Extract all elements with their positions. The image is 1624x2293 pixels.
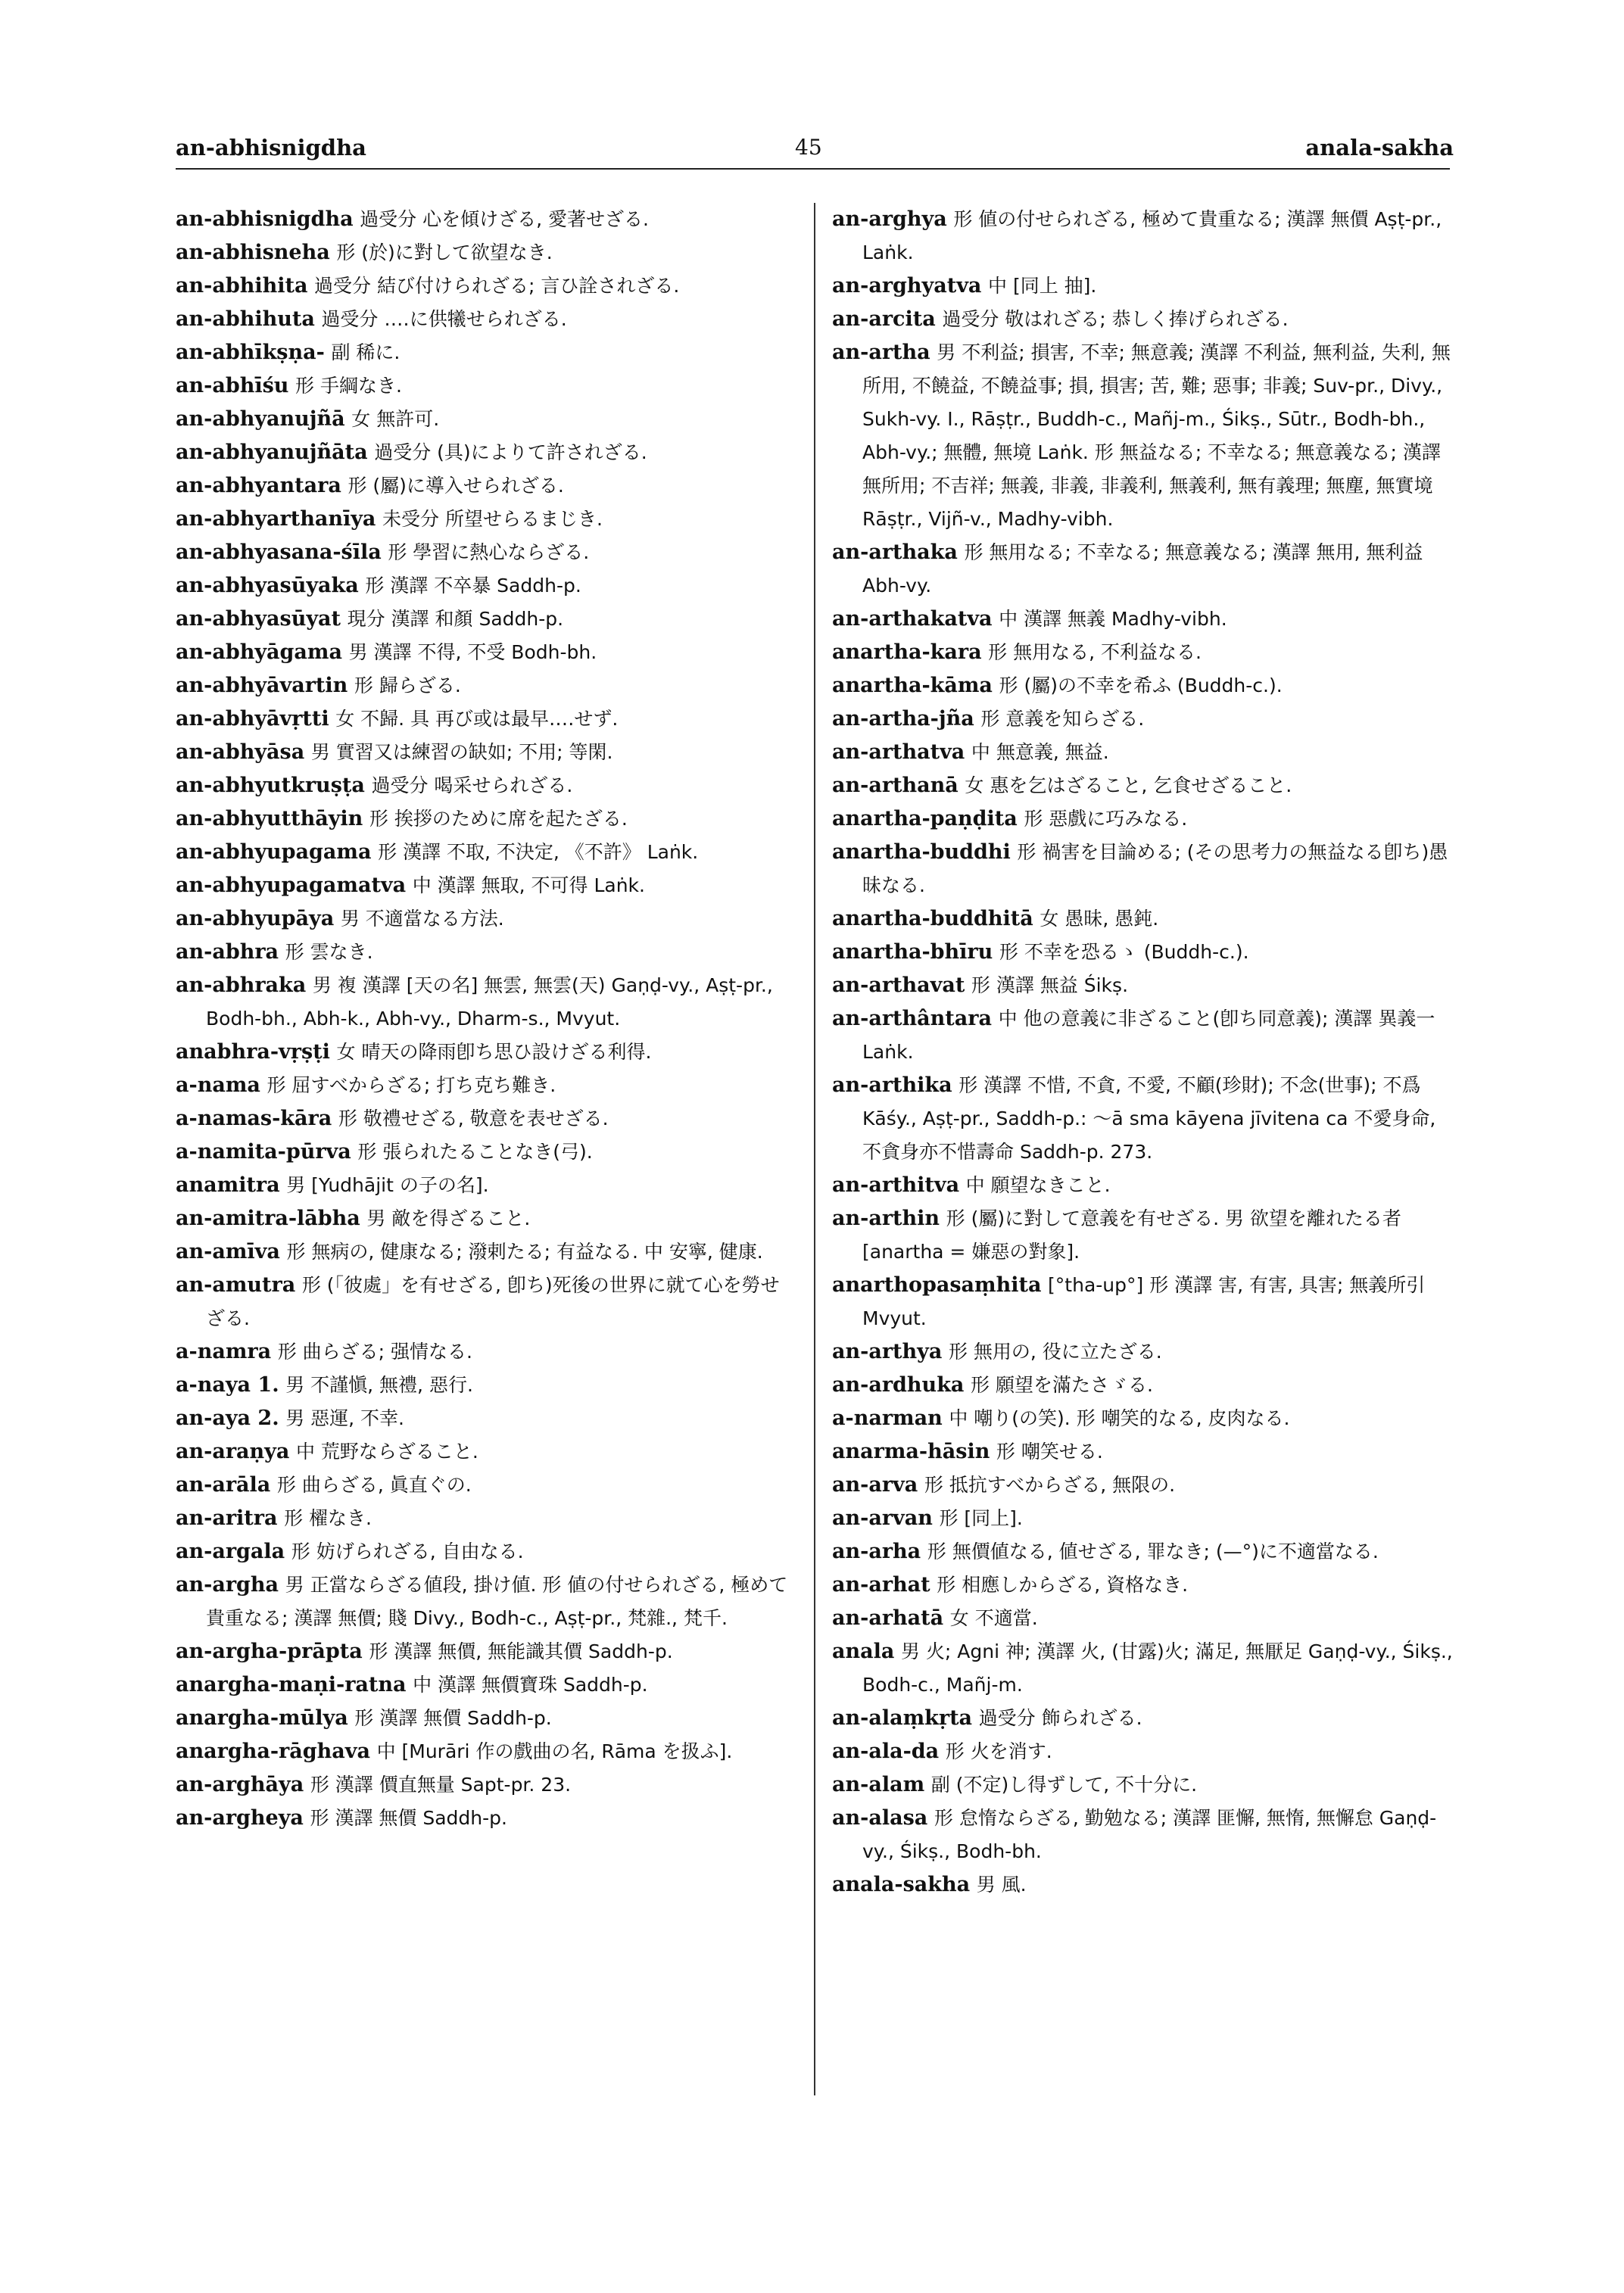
definition: 中 他の意義に非ざること(卽ち同意義); 漢譯 異義一 Laṅk. bbox=[862, 1008, 1435, 1063]
headword: an-abhīśu bbox=[176, 374, 289, 397]
dictionary-entry bbox=[832, 1602, 1453, 1635]
dictionary-entry bbox=[176, 436, 796, 469]
headword: a-namita-pūrva bbox=[176, 1140, 351, 1164]
definition: 過受分 心を傾けざる, 愛著せざる. bbox=[360, 208, 649, 230]
dictionary-entry bbox=[176, 1369, 796, 1402]
definition: 形 手綱なき. bbox=[295, 375, 402, 397]
dictionary-entry bbox=[176, 1435, 796, 1469]
dictionary-entry bbox=[176, 703, 796, 736]
definition: 形 値の付せられざる, 極めて貴重なる; 漢譯 無價 Aṣṭ-pr., Laṅk. bbox=[862, 208, 1442, 263]
dictionary-entry bbox=[832, 203, 1453, 269]
definition: 女 不歸. 具 再び或は最早‥‥せず. bbox=[335, 708, 619, 730]
definition: 形 不幸を恐るゝ (Buddh-c.). bbox=[999, 941, 1249, 963]
definition: 女 晴天の降雨卽ち思ひ設けざる利得. bbox=[336, 1041, 652, 1063]
definition: 女 無許可. bbox=[351, 408, 440, 430]
headword: an-arghya bbox=[832, 207, 947, 231]
headword: an-amitra-lābha bbox=[176, 1207, 360, 1230]
headword: an-abhihita bbox=[176, 274, 308, 298]
dictionary-entry bbox=[832, 802, 1453, 836]
headword: anartha-buddhitā bbox=[832, 907, 1033, 930]
definition: 形 漢譯 不取, 不決定, 《不許》 Laṅk. bbox=[378, 841, 699, 863]
definition: 男 惡運, 不幸. bbox=[285, 1407, 404, 1429]
definition: 副 稀に. bbox=[331, 341, 401, 363]
dictionary-entry bbox=[176, 1235, 796, 1269]
definition: 形 [同上]. bbox=[939, 1507, 1023, 1529]
dictionary-entry bbox=[832, 1269, 1453, 1335]
headword: an-arghyatva bbox=[832, 274, 982, 298]
headword: an-abhyanujñāta bbox=[176, 441, 368, 464]
dictionary-entry bbox=[176, 1502, 796, 1535]
definition: 未受分 所望せらるまじき. bbox=[382, 508, 603, 530]
headword: an-abhyupagama bbox=[176, 840, 372, 864]
headword: an-arthaka bbox=[832, 541, 958, 564]
dictionary-entry bbox=[176, 269, 796, 303]
headword: anartha-buddhi bbox=[832, 840, 1011, 864]
dictionary-entry bbox=[832, 1868, 1453, 1902]
definition: 形 (於)に對して欲望なき. bbox=[336, 241, 553, 263]
column-divider bbox=[814, 203, 815, 2095]
definition: 中 荒野ならざること. bbox=[295, 1441, 478, 1463]
headword: an-aritra bbox=[176, 1506, 278, 1530]
definition: [°tha-up°] 形 漢譯 害, 有害, 具害; 無義所引 Mvyut. bbox=[862, 1274, 1426, 1329]
headword: an-abhyupāya bbox=[176, 907, 335, 930]
definition: 形 惡戲に巧みなる. bbox=[1024, 808, 1188, 830]
dictionary-entry bbox=[176, 1735, 796, 1768]
dictionary-entry bbox=[176, 236, 796, 269]
headword: a-narman bbox=[832, 1407, 943, 1430]
dictionary-entry bbox=[176, 536, 796, 569]
headword: an-abhisneha bbox=[176, 241, 330, 264]
headword: an-abhyāvartin bbox=[176, 674, 348, 697]
headword: an-alaṃkṛta bbox=[832, 1706, 973, 1730]
dictionary-entry bbox=[832, 1502, 1453, 1535]
headword: anala bbox=[832, 1640, 895, 1663]
definition: 男 風. bbox=[976, 1874, 1027, 1896]
definition: 形 怠惰ならざる, 勤勉なる; 漢譯 匪懈, 無惰, 無懈怠 Gaṇḍ-vy., Śikṣ., Bodh-bh. bbox=[862, 1807, 1437, 1862]
dictionary-entry bbox=[832, 1535, 1453, 1569]
headword: an-argheya bbox=[176, 1806, 304, 1830]
definition: 中 無意義, 無益. bbox=[971, 741, 1109, 763]
dictionary-entry bbox=[176, 336, 796, 369]
headword: an-abhyāsa bbox=[176, 740, 305, 764]
dictionary-entry bbox=[176, 1269, 796, 1335]
dictionary-entry bbox=[832, 536, 1453, 603]
dictionary-entry bbox=[832, 1469, 1453, 1502]
dictionary-entry bbox=[176, 636, 796, 669]
dictionary-entry bbox=[832, 703, 1453, 736]
running-head-right: anala-sakha bbox=[1305, 135, 1454, 160]
headword: an-abhyutthāyin bbox=[176, 807, 363, 830]
dictionary-entry bbox=[176, 1802, 796, 1835]
dictionary-entry bbox=[176, 469, 796, 503]
definition: 形 漢譯 無價, 無能識其價 Saddh-p. bbox=[369, 1640, 673, 1662]
dictionary-entry bbox=[176, 1069, 796, 1102]
dictionary-entry bbox=[176, 1702, 796, 1735]
headword: an-abhyanujñā bbox=[176, 407, 345, 431]
headword: anala-sakha bbox=[832, 1873, 971, 1896]
headword: an-arthântara bbox=[832, 1007, 992, 1030]
definition: 女 不適當. bbox=[949, 1607, 1038, 1629]
dictionary-entry bbox=[176, 1569, 796, 1635]
dictionary-entry bbox=[832, 1635, 1453, 1702]
dictionary-entry bbox=[176, 1202, 796, 1235]
definition: 形 漢譯 無益 Śikṣ. bbox=[971, 974, 1129, 996]
definition: 形 相應しからざる, 資格なき. bbox=[937, 1574, 1189, 1596]
definition: 形 妨げられざる, 自由なる. bbox=[291, 1541, 524, 1562]
headword: an-ardhuka bbox=[832, 1373, 965, 1397]
definition: 形 (屬)の不幸を希ふ (Buddh-c.). bbox=[999, 675, 1283, 696]
headword: an-argha-prāpta bbox=[176, 1640, 363, 1663]
headword: an-arhat bbox=[832, 1573, 930, 1597]
dictionary-entry bbox=[832, 1702, 1453, 1735]
headword: an-abhihuta bbox=[176, 307, 315, 331]
headword: an-arthakatva bbox=[832, 607, 993, 631]
dictionary-entry bbox=[176, 936, 796, 969]
dictionary-entry bbox=[832, 969, 1453, 1002]
definition: 中 [同上 抽]. bbox=[988, 275, 1097, 297]
dictionary-entry bbox=[176, 769, 796, 802]
definition: 男 不利益; 損害, 不幸; 無意義; 漢譯 不利益, 無利益, 失利, 無所用, 不饒益, 不饒益事; 損, 損害; 苦, 難; 惡事; 非義; Suv-pr., Divy., Sukh-vy. I., Rāṣṭr., Buddh-c., Mañj-m., Śikṣ., Sūtr., Bodh-bh., Abh-vy.; 無體, 無境 Laṅk. 形 無益なる; 不幸なる; 無意義なる; 漢譯 無所用; 不吉祥; 無義, 非義, 非義利, 無義利, 無有義理; 無塵, 無實境 Rāṣṭr., Vijñ-v., Madhy-vibh. bbox=[862, 341, 1451, 530]
definition: 形 嘲笑せる. bbox=[996, 1441, 1103, 1463]
dictionary-entry bbox=[832, 603, 1453, 636]
dictionary-entry bbox=[176, 1335, 796, 1369]
headword: an-abhyupagamatva bbox=[176, 874, 407, 897]
definition: 中 漢譯 無取, 不可得 Laṅk. bbox=[412, 874, 645, 896]
definition: 形 意義を知らざる. bbox=[980, 708, 1145, 730]
headword: anargha-rāghava bbox=[176, 1740, 370, 1763]
headword: an-arvan bbox=[832, 1506, 933, 1530]
headword: anabhra-vṛṣṭi bbox=[176, 1040, 330, 1064]
definition: 男 實習又は練習の缺如; 不用; 等閑. bbox=[310, 741, 613, 763]
dictionary-entry bbox=[832, 1768, 1453, 1802]
dictionary-entry bbox=[832, 1735, 1453, 1768]
headword: an-arthatva bbox=[832, 740, 965, 764]
dictionary-entry bbox=[176, 669, 796, 703]
definition: 中 願望なきこと. bbox=[965, 1174, 1111, 1196]
definition: 過受分 飾られざる. bbox=[978, 1707, 1142, 1729]
definition: 形 無用なる, 不利益なる. bbox=[988, 641, 1202, 663]
headword: an-artha-jña bbox=[832, 707, 974, 731]
dictionary-entry bbox=[176, 1668, 796, 1702]
dictionary-entry bbox=[832, 1402, 1453, 1435]
dictionary-entry bbox=[176, 736, 796, 769]
headword: an-abhīkṣṇa- bbox=[176, 341, 325, 364]
definition: 形 漢譯 無價 Saddh-p. bbox=[310, 1807, 507, 1829]
dictionary-entry bbox=[176, 1136, 796, 1169]
headword: anartha-paṇḍita bbox=[832, 807, 1018, 830]
headword: anartha-bhīru bbox=[832, 940, 993, 964]
dictionary-entry bbox=[832, 1002, 1453, 1069]
definition: 形 無用なる; 不幸なる; 無意義なる; 漢譯 無用, 無利益 Abh-vy. bbox=[862, 541, 1423, 597]
headword: an-abhra bbox=[176, 940, 279, 964]
definition: 形 無價値なる, 値せざる, 罪なき; (—°)に不適當なる. bbox=[927, 1541, 1379, 1562]
definition: 男 不謹愼, 無禮, 惡行. bbox=[285, 1374, 473, 1396]
definition: 形 挨拶のために席を起たざる. bbox=[369, 808, 628, 830]
definition: 過受分 ‥‥に供犧せられざる. bbox=[321, 308, 567, 330]
definition: 形 (「彼處」を有せざる, 卽ち)死後の世界に就て心を勞せざる. bbox=[206, 1274, 780, 1329]
dictionary-entry bbox=[832, 669, 1453, 703]
headword: an-argala bbox=[176, 1540, 285, 1563]
definition: 過受分 (具)によりて許されざる. bbox=[374, 441, 647, 463]
headword: an-ala-da bbox=[832, 1740, 940, 1763]
dictionary-entry bbox=[176, 369, 796, 403]
right-column bbox=[832, 203, 1453, 1902]
dictionary-entry bbox=[832, 936, 1453, 969]
dictionary-entry bbox=[176, 802, 796, 836]
dictionary-entry bbox=[832, 336, 1453, 536]
headword: an-amīva bbox=[176, 1240, 280, 1263]
dictionary-entry bbox=[176, 1635, 796, 1668]
headword: an-abhyantara bbox=[176, 474, 341, 497]
dictionary-entry bbox=[176, 1469, 796, 1502]
definition: 形 無用の, 役に立たざる. bbox=[948, 1341, 1162, 1363]
headword: anargha-mūlya bbox=[176, 1706, 348, 1730]
left-column bbox=[176, 203, 796, 1835]
definition: 現分 漢譯 和顏 Saddh-p. bbox=[347, 608, 564, 630]
dictionary-entry bbox=[832, 269, 1453, 303]
definition: 形 漢譯 不惜, 不貪, 不愛, 不顧(珍財); 不念(世事); 不爲 Kāśy., Aṣṭ-pr., Saddh-p.: 〜ā sma kāyena jīvitena ca 不愛身命, 不貪身亦不惜壽命 Saddh-p. 273. bbox=[862, 1074, 1436, 1163]
dictionary-entry bbox=[176, 869, 796, 902]
headword: an-arthya bbox=[832, 1340, 943, 1363]
headword: anargha-maṇi-ratna bbox=[176, 1673, 407, 1696]
headword: anamitra bbox=[176, 1173, 280, 1197]
headword: an-argha bbox=[176, 1573, 279, 1597]
headword: an-abhyarthanīya bbox=[176, 507, 376, 531]
definition: 女 愚昧, 愚鈍. bbox=[1040, 908, 1159, 930]
definition: 形 無病の, 健康なる; 潑剌たる; 有益なる. 中 安寧, 健康. bbox=[286, 1241, 763, 1263]
headword: an-arghāya bbox=[176, 1773, 304, 1796]
headword: a-naya 1. bbox=[176, 1373, 279, 1397]
headword: a-namra bbox=[176, 1340, 272, 1363]
header-rule bbox=[176, 168, 1450, 170]
headword: an-arthanā bbox=[832, 774, 959, 797]
definition: 副 (不定)し得ずして, 不十分に. bbox=[930, 1774, 1198, 1796]
headword: an-abhyutkruṣṭa bbox=[176, 774, 365, 797]
headword: an-arcita bbox=[832, 307, 936, 331]
dictionary-entry bbox=[832, 902, 1453, 936]
dictionary-entry bbox=[832, 303, 1453, 336]
headword: an-abhraka bbox=[176, 974, 307, 997]
headword: an-aya 2. bbox=[176, 1407, 279, 1430]
dictionary-entry bbox=[176, 836, 796, 869]
definition: 形 漢譯 價直無量 Sapt-pr. 23. bbox=[310, 1774, 572, 1796]
dictionary-entry bbox=[176, 1768, 796, 1802]
definition: 男 漢譯 不得, 不受 Bodh-bh. bbox=[348, 641, 597, 663]
dictionary-entry bbox=[832, 1335, 1453, 1369]
dictionary-entry bbox=[176, 303, 796, 336]
headword: an-arthin bbox=[832, 1207, 940, 1230]
headword: anartha-kara bbox=[832, 640, 982, 664]
dictionary-entry bbox=[832, 736, 1453, 769]
headword: an-alasa bbox=[832, 1806, 928, 1830]
definition: 男 火; Agni 神; 漢譯 火, (甘露)火; 滿足, 無厭足 Gaṇḍ-vy., Śikṣ., Bodh-c., Mañj-m. bbox=[862, 1640, 1453, 1696]
definition: 男 複 漢譯 [天の名] 無雲, 無雲(天) Gaṇḍ-vy., Aṣṭ-pr., Bodh-bh., Abh-k., Abh-vy., Dharm-s., Mvyut. bbox=[206, 974, 773, 1030]
dictionary-entry bbox=[176, 203, 796, 236]
headword: an-abhyāvṛtti bbox=[176, 707, 329, 731]
dictionary-entry bbox=[832, 1802, 1453, 1868]
page-number: 45 bbox=[795, 135, 822, 160]
dictionary-entry bbox=[176, 503, 796, 536]
dictionary-entry bbox=[176, 1102, 796, 1136]
headword: an-amutra bbox=[176, 1273, 296, 1297]
definition: 形 願望を滿たさゞる. bbox=[971, 1374, 1153, 1396]
definition: 形 張られたることなき(弓). bbox=[357, 1141, 593, 1163]
dictionary-entry bbox=[832, 769, 1453, 802]
definition: 中 漢譯 無義 Madhy-vibh. bbox=[999, 608, 1227, 630]
dictionary-entry bbox=[176, 1535, 796, 1569]
dictionary-entry bbox=[832, 1435, 1453, 1469]
headword: an-alam bbox=[832, 1773, 925, 1796]
headword: an-arha bbox=[832, 1540, 921, 1563]
definition: 男 敵を得ざること. bbox=[366, 1207, 531, 1229]
definition: 形 (屬)に對して意義を有せざる. 男 欲望を離れたる者 [anartha = 嫌惡の對象]. bbox=[862, 1207, 1401, 1263]
headword: an-abhyasana-śīla bbox=[176, 541, 382, 564]
headword: a-namas-kāra bbox=[176, 1107, 332, 1130]
headword: an-arva bbox=[832, 1473, 918, 1497]
dictionary-entry bbox=[176, 1402, 796, 1435]
definition: 男 不適當なる方法. bbox=[340, 908, 504, 930]
definition: 形 曲らざる; 强情なる. bbox=[277, 1341, 472, 1363]
definition: 中 漢譯 無價寶珠 Saddh-p. bbox=[413, 1674, 648, 1696]
running-head-left: an-abhisnigdha bbox=[176, 135, 366, 160]
headword: an-arthitva bbox=[832, 1173, 960, 1197]
definition: 形 學習に熱心ならざる. bbox=[388, 541, 590, 563]
dictionary-entry bbox=[832, 1369, 1453, 1402]
dictionary-entry bbox=[832, 636, 1453, 669]
definition: 形 歸らざる. bbox=[354, 675, 461, 696]
headword: an-artha bbox=[832, 341, 930, 364]
definition: 中 [Murāri 作の戲曲の名, Rāma を扱ふ]. bbox=[376, 1740, 733, 1762]
definition: 形 漢譯 無價 Saddh-p. bbox=[354, 1707, 552, 1729]
dictionary-entry bbox=[176, 569, 796, 603]
definition: 過受分 敬はれざる; 恭しく捧げられざる. bbox=[942, 308, 1289, 330]
definition: 形 (屬)に導入せられざる. bbox=[348, 475, 564, 497]
headword: an-arthika bbox=[832, 1073, 952, 1097]
definition: 過受分 結び付けられざる; 言ひ詮されざる. bbox=[314, 275, 680, 297]
definition: 形 漢譯 不卒暴 Saddh-p. bbox=[365, 575, 581, 597]
definition: 形 雲なき. bbox=[285, 941, 373, 963]
headword: anarthopasaṃhita bbox=[832, 1273, 1042, 1297]
dictionary-entry bbox=[832, 1569, 1453, 1602]
definition: 過受分 喝采せられざる. bbox=[371, 774, 573, 796]
headword: an-arhatā bbox=[832, 1606, 944, 1630]
headword: an-araṇya bbox=[176, 1440, 290, 1463]
dictionary-entry bbox=[176, 902, 796, 936]
headword: an-abhisnigdha bbox=[176, 207, 354, 231]
definition: 形 曲らざる, 眞直ぐの. bbox=[276, 1474, 472, 1496]
definition: 形 火を消す. bbox=[945, 1740, 1052, 1762]
definition: 男 正當ならざる値段, 掛け値. 形 値の付せられざる, 極めて貴重なる; 漢譯 無價; 賤 Divy., Bodh-c., Aṣṭ-pr., 梵雜., 梵千. bbox=[206, 1574, 788, 1629]
dictionary-entry bbox=[832, 1069, 1453, 1169]
dictionary-entry bbox=[176, 603, 796, 636]
dictionary-entry bbox=[832, 1202, 1453, 1269]
definition: 女 惠を乞はざること, 乞食せざること. bbox=[965, 774, 1292, 796]
headword: anartha-kāma bbox=[832, 674, 993, 697]
headword: an-arthavat bbox=[832, 974, 965, 997]
dictionary-entry bbox=[176, 1036, 796, 1069]
dictionary-entry bbox=[176, 403, 796, 436]
headword: an-abhyasūyat bbox=[176, 607, 341, 631]
headword: anarma-hāsin bbox=[832, 1440, 990, 1463]
headword: an-arāla bbox=[176, 1473, 271, 1497]
definition: 男 [Yudhājit の子の名]. bbox=[286, 1174, 489, 1196]
definition: 形 櫂なき. bbox=[284, 1507, 372, 1529]
definition: 形 禍害を目論める; (その思考力の無益なる卽ち)愚昧なる. bbox=[862, 841, 1448, 896]
headword: an-abhyasūyaka bbox=[176, 574, 359, 597]
definition: 形 敬禮せざる, 敬意を表せざる. bbox=[338, 1108, 609, 1129]
definition: 形 屈すべからざる; 打ち克ち難き. bbox=[267, 1074, 556, 1096]
definition: 形 抵抗すべからざる, 無限の. bbox=[924, 1474, 1176, 1496]
headword: a-nama bbox=[176, 1073, 260, 1097]
headword: an-abhyāgama bbox=[176, 640, 342, 664]
dictionary-entry bbox=[832, 836, 1453, 902]
dictionary-entry bbox=[176, 969, 796, 1036]
dictionary-entry bbox=[832, 1169, 1453, 1202]
definition: 中 嘲り(の笑). 形 嘲笑的なる, 皮肉なる. bbox=[949, 1407, 1290, 1429]
dictionary-entry bbox=[176, 1169, 796, 1202]
